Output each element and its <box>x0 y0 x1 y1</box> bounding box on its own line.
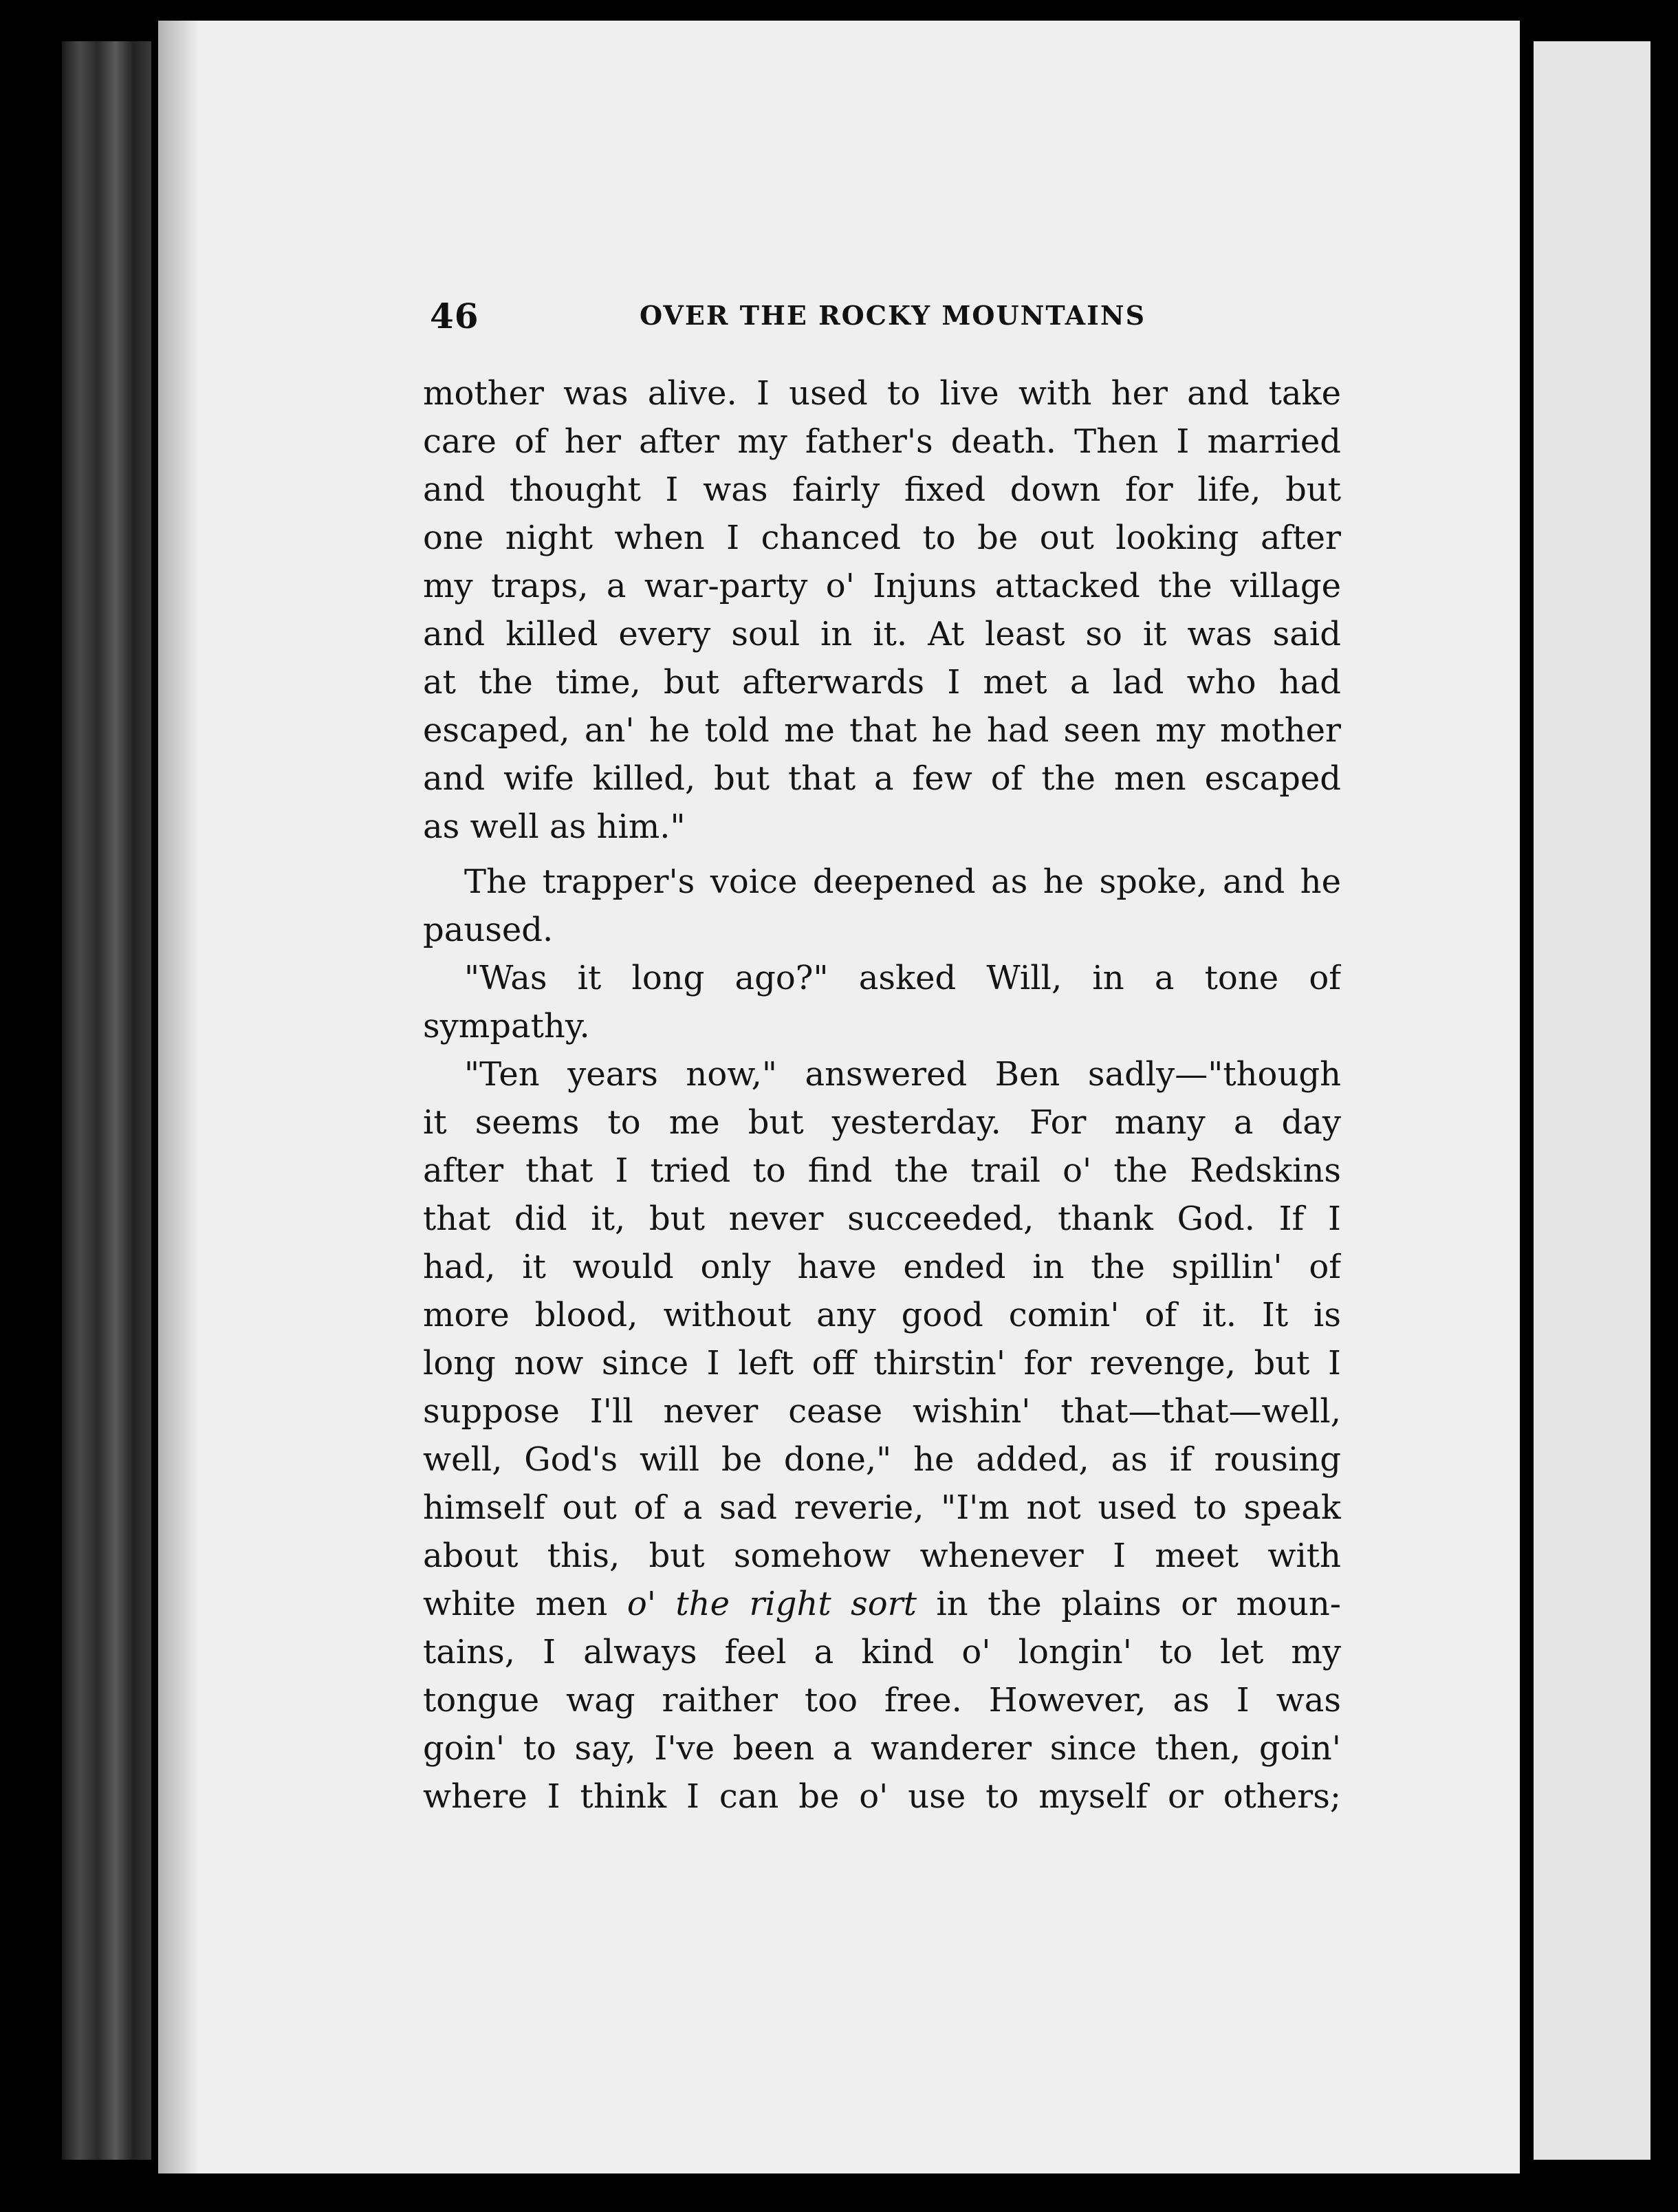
page-number: 46 <box>430 296 479 336</box>
text-line: paused. <box>423 911 554 949</box>
facing-page-edge <box>1534 41 1650 2160</box>
text-line: that did it, but never succeeded, thank God. If I <box>423 1200 1341 1238</box>
running-head <box>430 296 1355 344</box>
text-line: goin' to say, I've been a wanderer since then, goin' <box>423 1729 1341 1768</box>
text-line: and thought I was fairly fixed down for life, but <box>423 470 1341 509</box>
paragraph-first-line: "Was it long ago?" asked Will, in a tone of <box>464 959 1341 997</box>
text-line: as well as him." <box>423 807 686 846</box>
text-line: had, it would only have ended in the spillin' of <box>423 1248 1341 1286</box>
line-text-before-italic: white men <box>423 1585 627 1623</box>
paragraph-first-line: The trapper's voice deepened as he spoke, and he <box>464 863 1341 901</box>
line-text-after-italic: in the plains or moun- <box>916 1585 1341 1623</box>
text-line: more blood, without any good comin' of it. It is <box>423 1296 1341 1334</box>
text-line: well, God's will be done," he added, as if rousing <box>423 1440 1341 1479</box>
text-line: sympathy. <box>423 1007 590 1045</box>
text-line: escaped, an' he told me that he had seen my mother <box>423 711 1341 750</box>
text-line: himself out of a sad reverie, "I'm not used to speak <box>423 1488 1341 1527</box>
text-line: it seems to me but yesterday. For many a day <box>423 1103 1341 1142</box>
book-spine <box>62 41 151 2160</box>
text-line: long now since I left off thirstin' for revenge, but I <box>423 1344 1341 1382</box>
gutter-shadow <box>158 21 199 2173</box>
text-line: where I think I can be o' use to myself or others; <box>423 1777 1341 1816</box>
text-line: suppose I'll never cease wishin' that—that—well, <box>423 1392 1341 1431</box>
text-line: tongue wag raither too free. However, as I was <box>423 1681 1341 1720</box>
paragraph-first-line: "Ten years now," answered Ben sadly—"though <box>464 1055 1341 1094</box>
italic-phrase: o' the right sort <box>626 1585 917 1623</box>
text-line: at the time, but afterwards I met a lad who had <box>423 663 1341 702</box>
text-line: and killed every soul in it. At least so it was said <box>423 615 1341 653</box>
running-title: OVER THE ROCKY MOUNTAINS <box>640 300 1146 331</box>
text-line-with-italic <box>423 1580 1341 1628</box>
text-line: one night when I chanced to be out looking after <box>423 519 1341 557</box>
text-line: care of her after my father's death. Then I married <box>423 422 1341 461</box>
text-line: about this, but somehow whenever I meet with <box>423 1537 1341 1575</box>
text-line: and wife killed, but that a few of the men escaped <box>423 759 1341 798</box>
text-line: mother was alive. I used to live with her and take <box>423 374 1341 413</box>
text-line: my traps, a war-party o' Injuns attacked the village <box>423 567 1341 605</box>
text-line: tains, I always feel a kind o' longin' to let my <box>423 1633 1341 1671</box>
body-text <box>423 369 1341 1821</box>
text-line: after that I tried to find the trail o' the Redskins <box>423 1151 1341 1190</box>
